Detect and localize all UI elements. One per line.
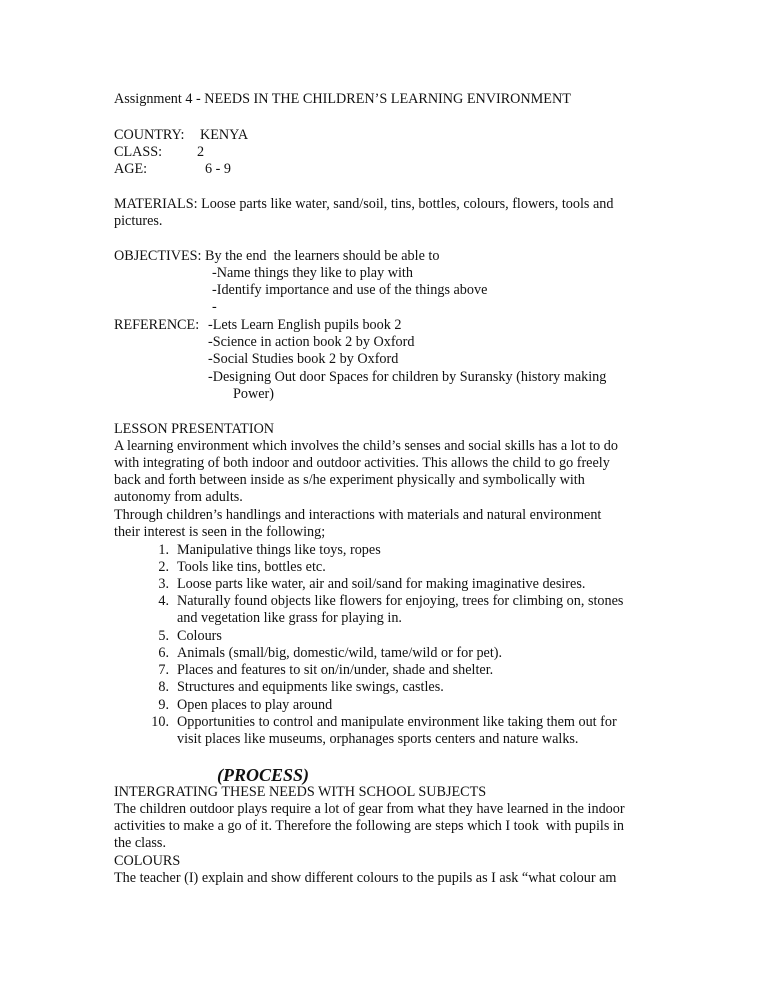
- materials-line: pictures.: [114, 213, 163, 229]
- list-item: Loose parts like water, air and soil/sand for making imaginative desires.: [177, 576, 586, 592]
- reference-item: -Lets Learn English pupils book 2: [208, 317, 402, 333]
- class-label: CLASS:: [114, 144, 163, 160]
- process-para-line: The children outdoor plays require a lot of gear from what they have learned in the indoor: [114, 801, 625, 817]
- process-heading: INTERGRATING THESE NEEDS WITH SCHOOL SUBJECTS: [114, 784, 487, 800]
- lesson-para-line: autonomy from adults.: [114, 489, 243, 505]
- list-item: Structures and equipments like swings, castles.: [177, 679, 444, 695]
- list-number: 8.: [158, 679, 169, 695]
- list-item: Open places to play around: [177, 697, 333, 713]
- list-number: 2.: [158, 559, 169, 575]
- objective-item: -Identify importance and use of the things above: [212, 282, 488, 298]
- reference-label: REFERENCE:: [114, 317, 200, 333]
- lesson-para-line: Through children’s handlings and interactions with materials and natural environment: [114, 507, 602, 523]
- list-item: Opportunities to control and manipulate environment like taking them out for: [177, 714, 617, 730]
- list-item: Tools like tins, bottles etc.: [177, 559, 326, 575]
- list-item: Animals (small/big, domestic/wild, tame/wild or for pet).: [177, 645, 503, 661]
- list-number: 9.: [158, 697, 169, 713]
- reference-item: -Social Studies book 2 by Oxford: [208, 351, 399, 367]
- process-title: (PROCESS): [217, 765, 310, 785]
- list-item: Colours: [177, 628, 222, 644]
- country-value: KENYA: [200, 127, 249, 143]
- objective-item: -Name things they like to play with: [212, 265, 413, 281]
- lesson-para-line: with integrating of both indoor and outdoor activities. This allows the child to go freely: [114, 455, 610, 471]
- process-para-line: activities to make a go of it. Therefore the following are steps which I took with pupils in: [114, 818, 624, 834]
- lesson-para-line: their interest is seen in the following;: [114, 524, 326, 540]
- age-label: AGE:: [114, 161, 148, 177]
- list-item: Naturally found objects like flowers for enjoying, trees for climbing on, stones: [177, 593, 624, 609]
- process-para-line: the class.: [114, 835, 167, 851]
- objective-item: -: [212, 299, 217, 315]
- list-number: 4.: [158, 593, 169, 609]
- lesson-heading: LESSON PRESENTATION: [114, 421, 275, 437]
- lesson-para-line: back and forth between inside as s/he experiment physically and symbolically with: [114, 472, 585, 488]
- materials-line: MATERIALS: Loose parts like water, sand/soil, tins, bottles, colours, flowers, tools and: [114, 196, 614, 212]
- lesson-para-line: A learning environment which involves the child’s senses and social skills has a lot to do: [114, 438, 618, 454]
- list-number: 6.: [158, 645, 169, 661]
- assignment-title: Assignment 4 - NEEDS IN THE CHILDREN’S LEARNING ENVIRONMENT: [114, 91, 571, 107]
- list-item-continued: visit places like museums, orphanages sports centers and nature walks.: [177, 731, 579, 747]
- list-number: 10.: [151, 714, 169, 730]
- colours-heading: COLOURS: [114, 853, 181, 869]
- list-number: 3.: [158, 576, 169, 592]
- country-label: COUNTRY:: [114, 127, 185, 143]
- list-item: Manipulative things like toys, ropes: [177, 542, 381, 558]
- age-value: 6 - 9: [205, 161, 232, 177]
- class-value: 2: [197, 144, 205, 160]
- objectives-intro: OBJECTIVES: By the end the learners should be able to: [114, 248, 440, 264]
- list-item-continued: and vegetation like grass for playing in.: [177, 610, 402, 626]
- colours-para-line: The teacher (I) explain and show different colours to the pupils as I ask “what colour am: [114, 870, 617, 886]
- list-number: 5.: [158, 628, 169, 644]
- reference-item: Power): [233, 386, 274, 402]
- list-number: 7.: [158, 662, 169, 678]
- list-item: Places and features to sit on/in/under, shade and shelter.: [177, 662, 494, 678]
- reference-item: -Designing Out door Spaces for children by Suransky (history making: [208, 369, 607, 385]
- list-number: 1.: [158, 542, 169, 558]
- reference-item: -Science in action book 2 by Oxford: [208, 334, 415, 350]
